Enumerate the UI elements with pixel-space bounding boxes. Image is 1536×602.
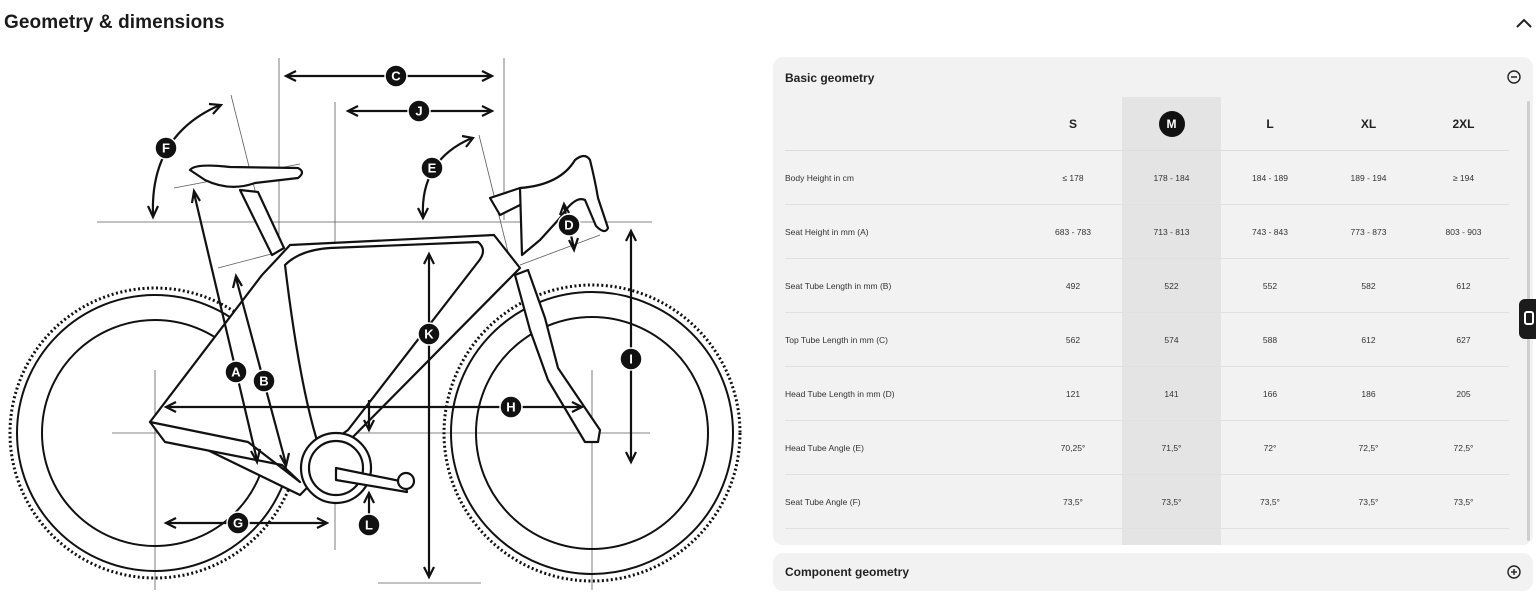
table-cell: 72,5° <box>1418 421 1509 475</box>
table-cell: 803 - 903 <box>1418 205 1509 259</box>
label-f: F <box>162 140 170 156</box>
size-header-row <box>785 97 1509 151</box>
size-xl[interactable]: XL <box>1319 97 1418 151</box>
label-g: G <box>232 515 244 531</box>
table-cell: ≥ 194 <box>1418 151 1509 205</box>
basic-geometry-title: Basic geometry <box>785 71 875 85</box>
table-cell: 562 <box>1024 313 1122 367</box>
table-cell: 72° <box>1221 421 1319 475</box>
table-cell: 73,5° <box>1221 475 1319 529</box>
bike-frame <box>150 156 608 503</box>
table-cell: 205 <box>1418 367 1509 421</box>
feedback-icon <box>1524 311 1534 325</box>
plus-circle-icon[interactable] <box>1507 565 1521 579</box>
table-row <box>785 475 1509 529</box>
table-cell: 73,5° <box>1122 475 1221 529</box>
page-header <box>0 0 1536 50</box>
feedback-tab[interactable] <box>1519 299 1536 339</box>
basic-geometry-header[interactable] <box>773 57 1533 97</box>
geometry-table <box>785 97 1509 529</box>
label-c: C <box>391 68 401 84</box>
size-m-cell[interactable] <box>1122 97 1221 151</box>
table-cell: 743 - 843 <box>1221 205 1319 259</box>
table-row <box>785 367 1509 421</box>
page-title: Geometry & dimensions <box>4 12 225 33</box>
size-s[interactable]: S <box>1024 97 1122 151</box>
table-cell: 178 - 184 <box>1122 151 1221 205</box>
minus-circle-icon[interactable] <box>1507 70 1521 84</box>
table-cell: 713 - 813 <box>1122 205 1221 259</box>
table-cell: 70,25° <box>1024 421 1122 475</box>
size-l[interactable]: L <box>1221 97 1319 151</box>
table-cell: 522 <box>1122 259 1221 313</box>
component-geometry-panel[interactable] <box>773 553 1533 591</box>
table-row <box>785 259 1509 313</box>
table-cell: 683 - 783 <box>1024 205 1122 259</box>
table-cell: 73,5° <box>1319 475 1418 529</box>
size-m-selected[interactable]: M <box>1159 111 1185 137</box>
table-cell: 73,5° <box>1024 475 1122 529</box>
table-row <box>785 151 1509 205</box>
row-label: Top Tube Length in mm (C) <box>785 313 1024 367</box>
table-cell: 773 - 873 <box>1319 205 1418 259</box>
label-j: J <box>415 103 423 119</box>
label-a: A <box>231 364 241 380</box>
bike-geometry-diagram <box>0 50 760 602</box>
table-cell: 627 <box>1418 313 1509 367</box>
row-label: Head Tube Angle (E) <box>785 421 1024 475</box>
table-cell: 166 <box>1221 367 1319 421</box>
table-cell: 73,5° <box>1418 475 1509 529</box>
row-label: Head Tube Length in mm (D) <box>785 367 1024 421</box>
table-cell: 121 <box>1024 367 1122 421</box>
table-cell: ≤ 178 <box>1024 151 1122 205</box>
label-b: B <box>259 373 269 389</box>
table-cell: 492 <box>1024 259 1122 313</box>
label-e: E <box>427 160 437 176</box>
label-i: I <box>629 351 633 367</box>
table-cell: 574 <box>1122 313 1221 367</box>
table-cell: 184 - 189 <box>1221 151 1319 205</box>
row-label: Seat Tube Angle (F) <box>785 475 1024 529</box>
table-row <box>785 205 1509 259</box>
table-row <box>785 421 1509 475</box>
chevron-up-icon[interactable] <box>1514 14 1534 34</box>
table-cell: 588 <box>1221 313 1319 367</box>
row-label: Body Height in cm <box>785 151 1024 205</box>
table-cell: 71,5° <box>1122 421 1221 475</box>
table-cell: 141 <box>1122 367 1221 421</box>
row-label: Seat Height in mm (A) <box>785 205 1024 259</box>
table-cell: 72,5° <box>1319 421 1418 475</box>
row-label: Seat Tube Length in mm (B) <box>785 259 1024 313</box>
table-cell: 612 <box>1319 313 1418 367</box>
table-row <box>785 313 1509 367</box>
label-k: K <box>424 326 434 342</box>
table-cell: 189 - 194 <box>1319 151 1418 205</box>
table-cell: 186 <box>1319 367 1418 421</box>
label-l: L <box>365 517 373 533</box>
label-h: H <box>506 399 516 415</box>
label-d: D <box>564 217 574 233</box>
component-geometry-title: Component geometry <box>785 565 910 579</box>
table-cell: 612 <box>1418 259 1509 313</box>
size-2xl[interactable]: 2XL <box>1418 97 1509 151</box>
table-cell: 552 <box>1221 259 1319 313</box>
size-header-empty <box>785 97 1024 151</box>
table-cell: 582 <box>1319 259 1418 313</box>
basic-geometry-panel <box>773 57 1533 545</box>
